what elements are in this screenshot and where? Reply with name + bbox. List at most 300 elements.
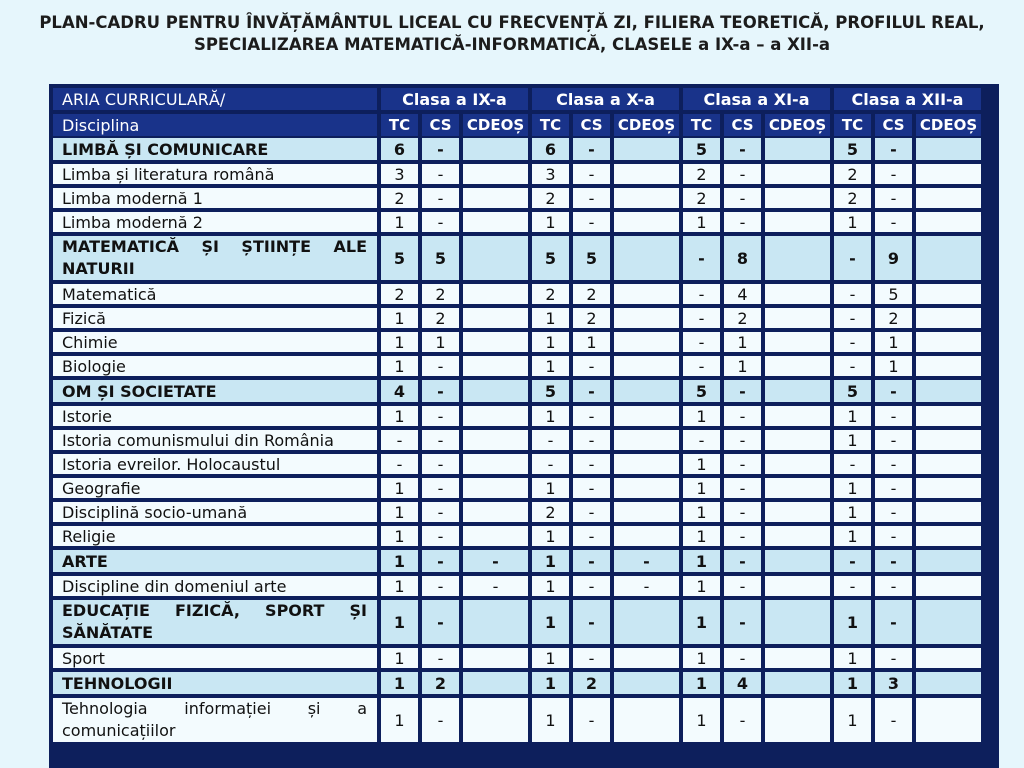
- value-cell: 4: [381, 380, 418, 402]
- value-cell: -: [834, 454, 871, 474]
- value-cell: -: [532, 430, 569, 450]
- value-cell: [463, 478, 528, 498]
- header-subcolumn-tc: TC: [683, 114, 720, 136]
- value-cell: -: [683, 332, 720, 352]
- value-cell: -: [875, 380, 912, 402]
- value-cell: -: [422, 454, 459, 474]
- discipline-name: Geografie: [53, 478, 377, 498]
- value-cell: -: [614, 576, 679, 596]
- value-cell: 9: [875, 236, 912, 280]
- value-cell: 1: [834, 502, 871, 522]
- value-cell: 2: [834, 164, 871, 184]
- value-cell: -: [573, 478, 610, 498]
- category-name: OM ȘI SOCIETATE: [53, 380, 377, 402]
- header-class-10: Clasa a X-a: [532, 88, 679, 110]
- value-cell: 2: [683, 164, 720, 184]
- value-cell: -: [724, 576, 761, 596]
- value-cell: [916, 138, 981, 160]
- value-cell: 2: [875, 308, 912, 328]
- category-name: EDUCAȚIE FIZICĂ, SPORT ȘI SĂNĂTATE: [53, 600, 377, 644]
- value-cell: 1: [381, 576, 418, 596]
- value-cell: 1: [532, 698, 569, 742]
- value-cell: 1: [683, 454, 720, 474]
- value-cell: 1: [381, 356, 418, 376]
- value-cell: 1: [683, 576, 720, 596]
- value-cell: [916, 406, 981, 426]
- value-cell: -: [834, 308, 871, 328]
- value-cell: [765, 454, 830, 474]
- value-cell: [765, 576, 830, 596]
- discipline-name: Limba și literatura română: [53, 164, 377, 184]
- value-cell: -: [573, 526, 610, 546]
- value-cell: -: [875, 526, 912, 546]
- value-cell: -: [422, 406, 459, 426]
- value-cell: [463, 188, 528, 208]
- value-cell: 1: [532, 406, 569, 426]
- value-cell: 1: [381, 648, 418, 668]
- value-cell: 1: [532, 672, 569, 694]
- value-cell: -: [422, 430, 459, 450]
- value-cell: [916, 526, 981, 546]
- value-cell: 1: [532, 526, 569, 546]
- value-cell: 1: [532, 308, 569, 328]
- value-cell: 1: [381, 212, 418, 232]
- value-cell: [765, 406, 830, 426]
- value-cell: -: [532, 454, 569, 474]
- page-title: [0, 12, 1024, 56]
- value-cell: -: [422, 526, 459, 546]
- value-cell: -: [875, 648, 912, 668]
- value-cell: 5: [834, 380, 871, 402]
- discipline-name: Biologie: [53, 356, 377, 376]
- value-cell: -: [834, 576, 871, 596]
- value-cell: 8: [724, 236, 761, 280]
- value-cell: 1: [683, 526, 720, 546]
- value-cell: -: [422, 648, 459, 668]
- value-cell: 1: [875, 356, 912, 376]
- value-cell: [614, 478, 679, 498]
- value-cell: 1: [381, 698, 418, 742]
- value-cell: -: [724, 406, 761, 426]
- value-cell: -: [875, 698, 912, 742]
- value-cell: -: [422, 576, 459, 596]
- value-cell: -: [422, 138, 459, 160]
- discipline-name: Istoria evreilor. Holocaustul: [53, 454, 377, 474]
- value-cell: [765, 332, 830, 352]
- value-cell: -: [875, 502, 912, 522]
- value-cell: [614, 454, 679, 474]
- value-cell: 5: [875, 284, 912, 304]
- value-cell: 1: [532, 600, 569, 644]
- value-cell: -: [724, 430, 761, 450]
- value-cell: -: [573, 698, 610, 742]
- value-cell: 4: [724, 284, 761, 304]
- value-cell: [614, 698, 679, 742]
- value-cell: -: [573, 380, 610, 402]
- value-cell: 2: [381, 188, 418, 208]
- value-cell: -: [875, 454, 912, 474]
- value-cell: [765, 236, 830, 280]
- value-cell: 1: [834, 526, 871, 546]
- value-cell: 2: [573, 308, 610, 328]
- value-cell: -: [573, 138, 610, 160]
- value-cell: [916, 236, 981, 280]
- value-cell: 1: [834, 600, 871, 644]
- value-cell: 5: [683, 138, 720, 160]
- discipline-name: Fizică: [53, 308, 377, 328]
- value-cell: [916, 188, 981, 208]
- value-cell: 1: [381, 406, 418, 426]
- value-cell: [463, 430, 528, 450]
- value-cell: -: [834, 356, 871, 376]
- value-cell: -: [724, 380, 761, 402]
- value-cell: 1: [381, 502, 418, 522]
- value-cell: -: [875, 164, 912, 184]
- value-cell: -: [381, 454, 418, 474]
- value-cell: 2: [422, 308, 459, 328]
- header-discipline-label: Disciplina: [53, 114, 377, 136]
- value-cell: -: [724, 698, 761, 742]
- value-cell: 1: [381, 478, 418, 498]
- value-cell: -: [724, 478, 761, 498]
- value-cell: 1: [381, 672, 418, 694]
- value-cell: 1: [875, 332, 912, 352]
- value-cell: -: [573, 502, 610, 522]
- value-cell: [463, 212, 528, 232]
- value-cell: -: [573, 164, 610, 184]
- category-name: LIMBĂ ȘI COMUNICARE: [53, 138, 377, 160]
- value-cell: [916, 550, 981, 572]
- value-cell: 1: [834, 212, 871, 232]
- value-cell: -: [683, 284, 720, 304]
- value-cell: -: [875, 138, 912, 160]
- value-cell: -: [422, 502, 459, 522]
- value-cell: -: [463, 576, 528, 596]
- value-cell: 2: [532, 188, 569, 208]
- value-cell: 6: [532, 138, 569, 160]
- value-cell: 2: [532, 284, 569, 304]
- header-subcolumn-tc: TC: [834, 114, 871, 136]
- value-cell: 1: [532, 550, 569, 572]
- value-cell: [916, 478, 981, 498]
- value-cell: -: [573, 188, 610, 208]
- value-cell: [463, 502, 528, 522]
- value-cell: 1: [683, 550, 720, 572]
- value-cell: 1: [381, 332, 418, 352]
- value-cell: [916, 430, 981, 450]
- value-cell: -: [422, 188, 459, 208]
- value-cell: [463, 406, 528, 426]
- value-cell: [614, 600, 679, 644]
- value-cell: [463, 454, 528, 474]
- value-cell: [614, 138, 679, 160]
- value-cell: -: [614, 550, 679, 572]
- value-cell: [614, 308, 679, 328]
- value-cell: -: [573, 212, 610, 232]
- value-cell: 1: [532, 332, 569, 352]
- value-cell: 1: [573, 332, 610, 352]
- value-cell: -: [573, 550, 610, 572]
- value-cell: [614, 430, 679, 450]
- value-cell: [463, 138, 528, 160]
- value-cell: [916, 648, 981, 668]
- value-cell: -: [834, 236, 871, 280]
- value-cell: 3: [532, 164, 569, 184]
- value-cell: [463, 672, 528, 694]
- value-cell: 1: [381, 550, 418, 572]
- value-cell: -: [683, 236, 720, 280]
- value-cell: [463, 526, 528, 546]
- value-cell: 1: [683, 600, 720, 644]
- value-cell: -: [875, 188, 912, 208]
- value-cell: 2: [573, 672, 610, 694]
- value-cell: -: [422, 550, 459, 572]
- value-cell: [614, 332, 679, 352]
- value-cell: [916, 502, 981, 522]
- value-cell: [765, 600, 830, 644]
- value-cell: 2: [683, 188, 720, 208]
- value-cell: -: [875, 600, 912, 644]
- value-cell: -: [422, 356, 459, 376]
- value-cell: [916, 164, 981, 184]
- value-cell: [916, 308, 981, 328]
- value-cell: [765, 164, 830, 184]
- title-line-1: PLAN-CADRU PENTRU ÎNVĂȚĂMÂNTUL LICEAL CU FRECVENȚĂ ZI, FILIERA TEORETICĂ, PROFILUL REAL,: [39, 13, 985, 32]
- value-cell: -: [422, 600, 459, 644]
- value-cell: -: [573, 406, 610, 426]
- discipline-name: Religie: [53, 526, 377, 546]
- value-cell: 1: [834, 648, 871, 668]
- value-cell: 1: [422, 332, 459, 352]
- value-cell: -: [875, 478, 912, 498]
- header-subcolumn-cs: CS: [875, 114, 912, 136]
- value-cell: [463, 380, 528, 402]
- value-cell: -: [724, 454, 761, 474]
- value-cell: -: [724, 188, 761, 208]
- value-cell: [765, 284, 830, 304]
- value-cell: [614, 164, 679, 184]
- value-cell: 1: [834, 672, 871, 694]
- value-cell: 1: [834, 406, 871, 426]
- value-cell: [765, 430, 830, 450]
- value-cell: -: [724, 138, 761, 160]
- header-class-9: Clasa a IX-a: [381, 88, 528, 110]
- value-cell: 1: [683, 478, 720, 498]
- value-cell: -: [834, 550, 871, 572]
- header-subcolumn-cs: CS: [573, 114, 610, 136]
- value-cell: 2: [422, 672, 459, 694]
- value-cell: [765, 380, 830, 402]
- value-cell: -: [875, 212, 912, 232]
- value-cell: -: [834, 284, 871, 304]
- value-cell: [916, 332, 981, 352]
- value-cell: 1: [683, 502, 720, 522]
- title-line-2: SPECIALIZAREA MATEMATICĂ-INFORMATICĂ, CLASELE a IX-a – a XII-a: [193, 35, 831, 54]
- value-cell: -: [683, 308, 720, 328]
- discipline-name: Chimie: [53, 332, 377, 352]
- value-cell: 1: [834, 478, 871, 498]
- value-cell: -: [683, 356, 720, 376]
- value-cell: 1: [381, 600, 418, 644]
- value-cell: [463, 284, 528, 304]
- value-cell: [463, 698, 528, 742]
- value-cell: [614, 502, 679, 522]
- discipline-name: Limba modernă 2: [53, 212, 377, 232]
- value-cell: [765, 356, 830, 376]
- value-cell: -: [875, 406, 912, 426]
- value-cell: [765, 698, 830, 742]
- value-cell: [463, 236, 528, 280]
- value-cell: -: [724, 164, 761, 184]
- header-subcolumn-cs: CS: [724, 114, 761, 136]
- value-cell: [765, 550, 830, 572]
- value-cell: [463, 164, 528, 184]
- value-cell: -: [463, 550, 528, 572]
- value-cell: -: [724, 502, 761, 522]
- value-cell: [916, 672, 981, 694]
- value-cell: -: [573, 576, 610, 596]
- value-cell: -: [573, 600, 610, 644]
- category-name: ARTE: [53, 550, 377, 572]
- value-cell: -: [573, 430, 610, 450]
- discipline-name: Discipline din domeniul arte: [53, 576, 377, 596]
- value-cell: -: [875, 576, 912, 596]
- value-cell: -: [724, 212, 761, 232]
- value-cell: -: [724, 648, 761, 668]
- value-cell: 5: [532, 236, 569, 280]
- value-cell: 1: [683, 672, 720, 694]
- value-cell: [916, 212, 981, 232]
- value-cell: [463, 356, 528, 376]
- value-cell: [765, 672, 830, 694]
- value-cell: [463, 332, 528, 352]
- value-cell: -: [381, 430, 418, 450]
- header-subcolumn-cdeos: CDEOȘ: [765, 114, 830, 136]
- value-cell: [916, 454, 981, 474]
- discipline-name: Limba modernă 1: [53, 188, 377, 208]
- value-cell: [614, 236, 679, 280]
- value-cell: 5: [834, 138, 871, 160]
- value-cell: 2: [381, 284, 418, 304]
- value-cell: -: [422, 478, 459, 498]
- value-cell: -: [724, 526, 761, 546]
- value-cell: 2: [422, 284, 459, 304]
- value-cell: [614, 188, 679, 208]
- value-cell: [614, 672, 679, 694]
- value-cell: [463, 600, 528, 644]
- value-cell: [614, 648, 679, 668]
- discipline-name: Tehnologia informației și a comunicațiilor: [53, 698, 377, 742]
- value-cell: [614, 356, 679, 376]
- value-cell: 5: [422, 236, 459, 280]
- value-cell: 4: [724, 672, 761, 694]
- discipline-name: Sport: [53, 648, 377, 668]
- value-cell: -: [422, 698, 459, 742]
- value-cell: [916, 576, 981, 596]
- value-cell: -: [422, 164, 459, 184]
- header-class-12: Clasa a XII-a: [834, 88, 981, 110]
- value-cell: [765, 478, 830, 498]
- value-cell: [916, 600, 981, 644]
- value-cell: [463, 648, 528, 668]
- value-cell: -: [422, 212, 459, 232]
- value-cell: 1: [834, 430, 871, 450]
- value-cell: [463, 308, 528, 328]
- value-cell: 2: [724, 308, 761, 328]
- value-cell: 1: [683, 406, 720, 426]
- value-cell: 2: [834, 188, 871, 208]
- header-subcolumn-cdeos: CDEOȘ: [916, 114, 981, 136]
- value-cell: 6: [381, 138, 418, 160]
- value-cell: 1: [532, 212, 569, 232]
- value-cell: 3: [875, 672, 912, 694]
- value-cell: -: [573, 648, 610, 668]
- header-subcolumn-cs: CS: [422, 114, 459, 136]
- value-cell: 1: [532, 576, 569, 596]
- value-cell: 5: [683, 380, 720, 402]
- value-cell: 1: [724, 356, 761, 376]
- value-cell: 5: [381, 236, 418, 280]
- value-cell: [765, 502, 830, 522]
- value-cell: 1: [381, 308, 418, 328]
- value-cell: 1: [532, 648, 569, 668]
- curriculum-table: [49, 84, 999, 768]
- value-cell: -: [724, 550, 761, 572]
- value-cell: 2: [532, 502, 569, 522]
- value-cell: -: [422, 380, 459, 402]
- value-cell: -: [875, 430, 912, 450]
- value-cell: -: [683, 430, 720, 450]
- value-cell: -: [834, 332, 871, 352]
- value-cell: 1: [381, 526, 418, 546]
- category-name: MATEMATICĂ ȘI ȘTIINȚE ALE NATURII: [53, 236, 377, 280]
- value-cell: [916, 698, 981, 742]
- value-cell: -: [573, 454, 610, 474]
- category-name: TEHNOLOGII: [53, 672, 377, 694]
- header-subcolumn-cdeos: CDEOȘ: [614, 114, 679, 136]
- discipline-name: Istoria comunismului din România: [53, 430, 377, 450]
- header-subcolumn-cdeos: CDEOȘ: [463, 114, 528, 136]
- value-cell: 1: [683, 212, 720, 232]
- header-class-11: Clasa a XI-a: [683, 88, 830, 110]
- value-cell: 1: [683, 648, 720, 668]
- discipline-name: Matematică: [53, 284, 377, 304]
- header-subcolumn-tc: TC: [532, 114, 569, 136]
- value-cell: [765, 648, 830, 668]
- value-cell: [765, 212, 830, 232]
- value-cell: [765, 188, 830, 208]
- value-cell: [614, 212, 679, 232]
- value-cell: [916, 380, 981, 402]
- value-cell: 1: [532, 478, 569, 498]
- value-cell: [614, 526, 679, 546]
- discipline-name: Disciplină socio-umană: [53, 502, 377, 522]
- value-cell: 5: [573, 236, 610, 280]
- value-cell: -: [724, 600, 761, 644]
- value-cell: [765, 308, 830, 328]
- value-cell: [614, 284, 679, 304]
- value-cell: 1: [532, 356, 569, 376]
- value-cell: [765, 138, 830, 160]
- value-cell: 1: [834, 698, 871, 742]
- header-subcolumn-tc: TC: [381, 114, 418, 136]
- value-cell: [614, 406, 679, 426]
- discipline-name: Istorie: [53, 406, 377, 426]
- value-cell: -: [573, 356, 610, 376]
- header-area-label: ARIA CURRICULARĂ/: [53, 88, 377, 110]
- value-cell: [916, 284, 981, 304]
- value-cell: 1: [724, 332, 761, 352]
